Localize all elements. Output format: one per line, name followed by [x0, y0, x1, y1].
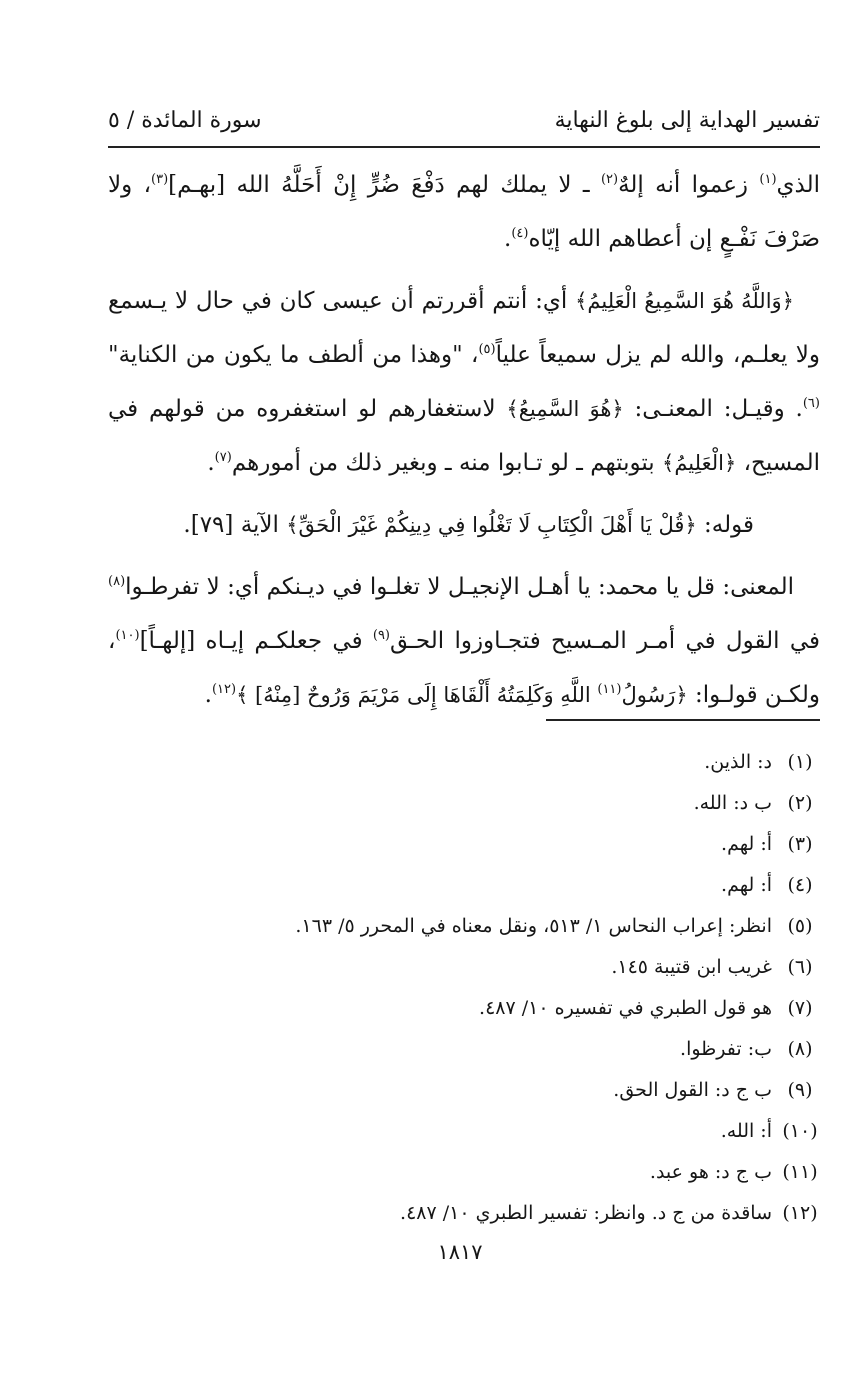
footnote-item [108, 1111, 820, 1152]
text-span: أي: أنتم أقررتم أن عيسى كان في حال لا يـسمع ولا يعلـم، والله لم يزل سميعاً علياً [108, 288, 820, 368]
text-span: ، ولكـن قولـوا: [108, 628, 820, 708]
footnote-text: انظر: إعراب النحاس ١/ ٥١٣، ونقل معناه في المحرر ٥/ ١٦٣. [295, 915, 772, 937]
footnote-text: هو قول الطبري في تفسيره ١٠/ ٤٨٧. [479, 997, 772, 1019]
running-header [108, 108, 820, 144]
footnote-item [108, 1029, 820, 1070]
footnote-text: ب د: الله. [693, 792, 772, 814]
text-span: المعنى: قل يا محمد: يا أهـل الإنجيـل لا تغلـوا في ديـنكم أي: لا تفرطـوا [125, 574, 794, 600]
text-span: زعموا أنه إلهٌ [618, 172, 760, 198]
quran-verse: ﴿قُلْ يَا أَهْلَ الْكِتَابِ لَا تَغْلُوا فِي دِينِكُمْ غَيْرَ الْحَقِّ﴾ [286, 513, 697, 537]
text-span: ، "وهذا من ألطف ما يكون من الكناية" [108, 342, 479, 368]
footnote-ref: (٣) [151, 172, 169, 187]
footnote-item [108, 865, 820, 906]
footnote-text: أ: لهم. [721, 833, 772, 855]
text-span: الآية [٧٩]. [183, 512, 287, 538]
footnote-item [108, 1070, 820, 1111]
footnote-number: (٤) [787, 874, 813, 896]
text-span: . [207, 450, 215, 476]
footnote-number: (٨) [787, 1038, 813, 1060]
footnote-text: ب: تفرظوا. [680, 1038, 772, 1060]
footnote-ref: (٨) [108, 574, 126, 589]
footnote-item [108, 947, 820, 988]
footnote-number: (٢) [787, 792, 813, 814]
paragraph-2 [108, 274, 820, 490]
text-span: لاستغفارهم لو استغفروه من قولهم في المسيح، [108, 396, 820, 476]
footnote-text: أ: لهم. [721, 874, 772, 896]
footnote-number: (١٢) [782, 1202, 818, 1224]
main-text [108, 158, 820, 730]
paragraph-4 [108, 560, 820, 722]
footnote-ref: (٢) [600, 172, 619, 187]
footnote-separator [546, 719, 820, 721]
footnote-item [108, 1152, 820, 1193]
header-rule [108, 146, 820, 148]
footnote-ref: (١١) [597, 682, 622, 697]
footnote-number: (٧) [787, 997, 813, 1019]
footnote-text: ب ج د: هو عبد. [649, 1161, 772, 1183]
text-span: في القول في أمـر المـسيح فتجـاوزوا الحـق [390, 628, 820, 654]
page-number: ١٨١٧ [437, 1240, 483, 1264]
footnote-number: (٩) [787, 1079, 813, 1101]
surah-title: سورة المائدة / ٥ [108, 108, 262, 133]
footnote-item [108, 783, 820, 824]
footnote-ref: (٦) [802, 396, 820, 411]
footnote-text: د: الذين. [704, 751, 772, 773]
text-span: بتوبتهم ـ لو تـابوا منه ـ وبغير ذلك من أمورهم [231, 450, 663, 476]
text-span: قوله: [696, 512, 754, 538]
text-span: . وقيـل: المعنـى: [623, 396, 803, 422]
footnote-ref: (٤) [511, 226, 529, 241]
quran-verse: ﴿هُوَ السَّمِيعُ﴾ [506, 397, 624, 421]
footnote-ref: (٧) [214, 450, 232, 465]
quran-verse: ﴿الْعَلِيمُ﴾ [662, 451, 737, 475]
footnote-ref: (٥) [478, 342, 496, 357]
text-span: ، ولا صَرْفَ نَفْـعٍ إن أعطاهم الله إيّاه [108, 172, 820, 252]
text-span: الذي [776, 172, 820, 198]
footnote-ref: (١٢) [211, 682, 237, 697]
text-span: . [204, 682, 212, 708]
quran-verse: ﴾ [236, 683, 256, 707]
footnote-text: ساقدة من ج د. وانظر: تفسير الطبري ١٠/ ٤٨٧. [400, 1202, 772, 1224]
paragraph-3 [108, 498, 820, 552]
footnotes-list [108, 742, 820, 1234]
paragraph-1 [108, 158, 820, 266]
quran-verse: اللَّهِ وَكَلِمَتُهُ أَلْقَاهَا إِلَى مَرْيَمَ وَرُوحٌ [مِنْهُ] [255, 683, 598, 707]
quran-verse: ﴿وَاللَّهُ هُوَ السَّمِيعُ الْعَلِيمُ﴾ [575, 289, 794, 313]
footnote-item [108, 906, 820, 947]
footnote-number: (١) [787, 751, 813, 773]
footnote-ref: (٩) [372, 628, 390, 643]
quran-verse: ﴿رَسُولُ [621, 683, 688, 707]
footnote-item [108, 1193, 820, 1234]
footnote-number: (١١) [782, 1161, 818, 1183]
footnote-text: غريب ابن قتيبة ١٤٥. [611, 956, 772, 978]
footnote-number: (٦) [787, 956, 813, 978]
footnote-number: (٣) [787, 833, 813, 855]
footnote-item [108, 824, 820, 865]
footnote-number: (٥) [787, 915, 813, 937]
text-span: . [504, 226, 512, 252]
text-span: ـ لا يملك لهم دَفْعَ ضُرٍّ إِنْ أَحَلَّهُ الله [بهـم] [168, 172, 601, 198]
footnote-number: (١٠) [782, 1120, 818, 1142]
footnote-item [108, 742, 820, 783]
footnote-ref: (١٠) [115, 628, 140, 643]
footnote-text: أ: الله. [720, 1120, 772, 1142]
text-span: في جعلكـم إيـاه [إلهـاً] [139, 628, 373, 654]
footnote-ref: (١) [759, 172, 777, 187]
footnote-item [108, 988, 820, 1029]
footnote-text: ب ج د: القول الحق. [613, 1079, 772, 1101]
book-title: تفسير الهداية إلى بلوغ النهاية [554, 108, 820, 133]
